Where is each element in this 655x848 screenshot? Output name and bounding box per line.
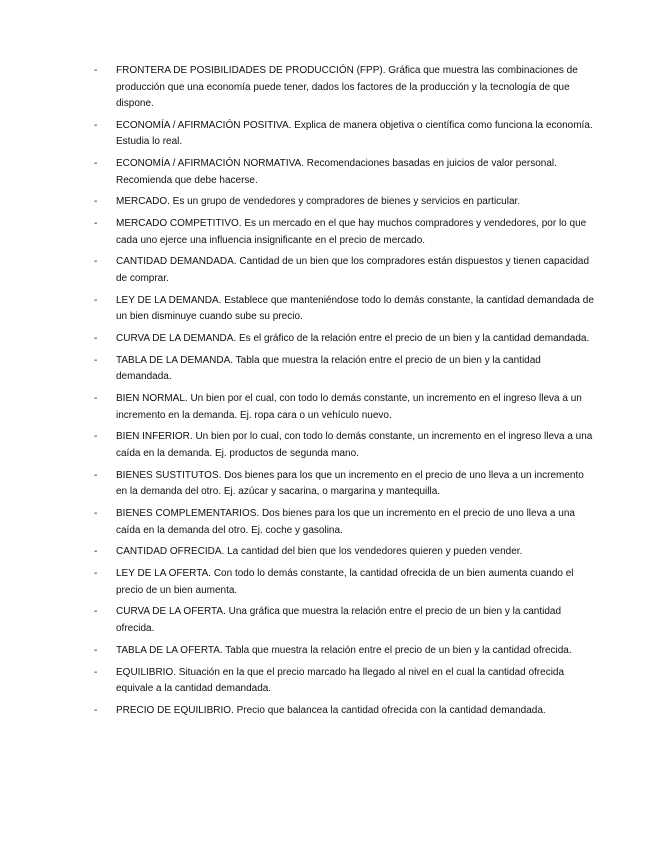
entry-text: ECONOMÍA / AFIRMACIÓN NORMATIVA. Recomendaciones basadas en juicios de valor personal. Recomienda que debe hacerse.	[116, 158, 557, 186]
glossary-entry-tabla-oferta	[94, 643, 594, 660]
glossary-entry-bien-normal	[94, 391, 594, 424]
entry-text: FRONTERA DE POSIBILIDADES DE PRODUCCIÓN (FPP). Gráfica que muestra las combinaciones de producción que una economía puede tener, dados los factores de la producción y la tecnología de que dispone.	[116, 65, 578, 109]
glossary-entry-mercado-competitivo	[94, 216, 594, 249]
bullet-dash: -	[94, 666, 98, 678]
entry-text: BIENES SUSTITUTOS. Dos bienes para los que un incremento en el precio de uno lleva a un incremento en la demanda del otro. Ej. azúcar y sacarina, o margarina y mantequilla.	[116, 469, 584, 498]
entry-text: PRECIO DE EQUILIBRIO. Precio que balancea la cantidad ofrecida con la cantidad demandada.	[116, 704, 546, 716]
glossary-entry-bienes-sustitutos	[94, 468, 594, 501]
entry-text: CURVA DE LA DEMANDA. Es el gráfico de la relación entre el precio de un bien y la cantidad demandada.	[116, 333, 590, 345]
bullet-dash: -	[94, 546, 98, 558]
glossary-entry-ley-oferta	[94, 566, 594, 599]
entry-text: MERCADO COMPETITIVO. Es un mercado en el que hay muchos compradores y vendedores, por lo que cada uno ejerce una influencia insignificante en el precio de mercado.	[116, 218, 587, 246]
bullet-dash: -	[94, 508, 98, 520]
bullet-dash: -	[94, 469, 98, 481]
bullet-dash: -	[94, 256, 98, 268]
glossary-entry-cantidad-demandada	[94, 254, 594, 287]
entry-text: TABLA DE LA DEMANDA. Tabla que muestra la relación entre el precio de un bien y la cantidad demandada.	[116, 354, 541, 383]
bullet-dash: -	[94, 65, 98, 76]
glossary-entry-cantidad-ofrecida	[94, 544, 594, 561]
bullet-dash: -	[94, 294, 98, 306]
bullet-dash: -	[94, 431, 98, 443]
bullet-dash: -	[94, 354, 98, 366]
bullet-dash: -	[94, 196, 98, 208]
glossary-entry-frontera-posibilidades	[94, 63, 594, 113]
entry-text: BIEN NORMAL. Un bien por el cual, con todo lo demás constante, un incremento en el ingreso lleva a un incremento en la demanda. Ej. ropa cara o un vehículo nuevo.	[116, 393, 582, 421]
entry-text: MERCADO. Es un grupo de vendedores y compradores de bienes y servicios en particular.	[116, 196, 521, 208]
glossary-entry-precio-equilibrio	[94, 703, 594, 720]
bullet-dash: -	[94, 119, 98, 131]
entry-text: CANTIDAD OFRECIDA. La cantidad del bien que los vendedores quieren y pueden vender.	[116, 546, 523, 558]
glossary-entry-mercado	[94, 194, 594, 211]
entry-text: BIEN INFERIOR. Un bien por lo cual, con todo lo demás constante, un incremento en el ingreso lleva a una caída en la demanda. Ej. productos de segunda mano.	[116, 431, 593, 459]
entry-text: TABLA DE LA OFERTA. Tabla que muestra la relación entre el precio de un bien y la cantidad ofrecida.	[116, 644, 572, 656]
entry-text: ECONOMÍA / AFIRMACIÓN POSITIVA. Explica de manera objetiva o científica como funciona la economía. Estudia lo real.	[116, 119, 593, 148]
bullet-dash: -	[94, 333, 98, 345]
bullet-dash: -	[94, 218, 98, 230]
entry-text: LEY DE LA DEMANDA. Establece que manteniéndose todo lo demás constante, la cantidad demandada de un bien disminuye cuando sube su precio.	[116, 294, 594, 323]
glossary-entry-economia-normativa	[94, 156, 594, 189]
glossary-entry-bienes-complementarios	[94, 506, 594, 539]
entry-text: CANTIDAD DEMANDADA. Cantidad de un bien que los compradores están dispuestos y tienen capacidad de comprar.	[116, 256, 590, 284]
glossary-entry-curva-demanda	[94, 331, 594, 348]
glossary-entry-curva-oferta	[94, 604, 594, 637]
bullet-dash: -	[94, 568, 98, 580]
bullet-dash: -	[94, 158, 98, 170]
glossary-entry-equilibrio	[94, 665, 594, 698]
glossary-entry-bien-inferior	[94, 429, 594, 462]
bullet-dash: -	[94, 606, 98, 618]
bullet-dash: -	[94, 644, 98, 656]
glossary-entry-tabla-demanda	[94, 353, 594, 386]
entry-text: EQUILIBRIO. Situación en la que el precio marcado ha llegado al nivel en el cual la cantidad ofrecida equivale a la cantidad demandada.	[116, 666, 565, 695]
entry-text: BIENES COMPLEMENTARIOS. Dos bienes para los que un incremento en el precio de uno lleva a una caída en la demanda del otro. Ej. coche y gasolina.	[116, 508, 575, 536]
entry-text: CURVA DE LA OFERTA. Una gráfica que muestra la relación entre el precio de un bien y la cantidad ofrecida.	[116, 606, 562, 634]
glossary-entry-economia-positiva	[94, 118, 594, 151]
entry-text: LEY DE LA OFERTA. Con todo lo demás constante, la cantidad ofrecida de un bien aumenta cuando el precio de un bien aumenta.	[116, 568, 574, 596]
bullet-dash: -	[94, 704, 98, 716]
bullet-dash: -	[94, 393, 98, 405]
glossary-list	[94, 63, 594, 725]
glossary-entry-ley-demanda	[94, 293, 594, 326]
